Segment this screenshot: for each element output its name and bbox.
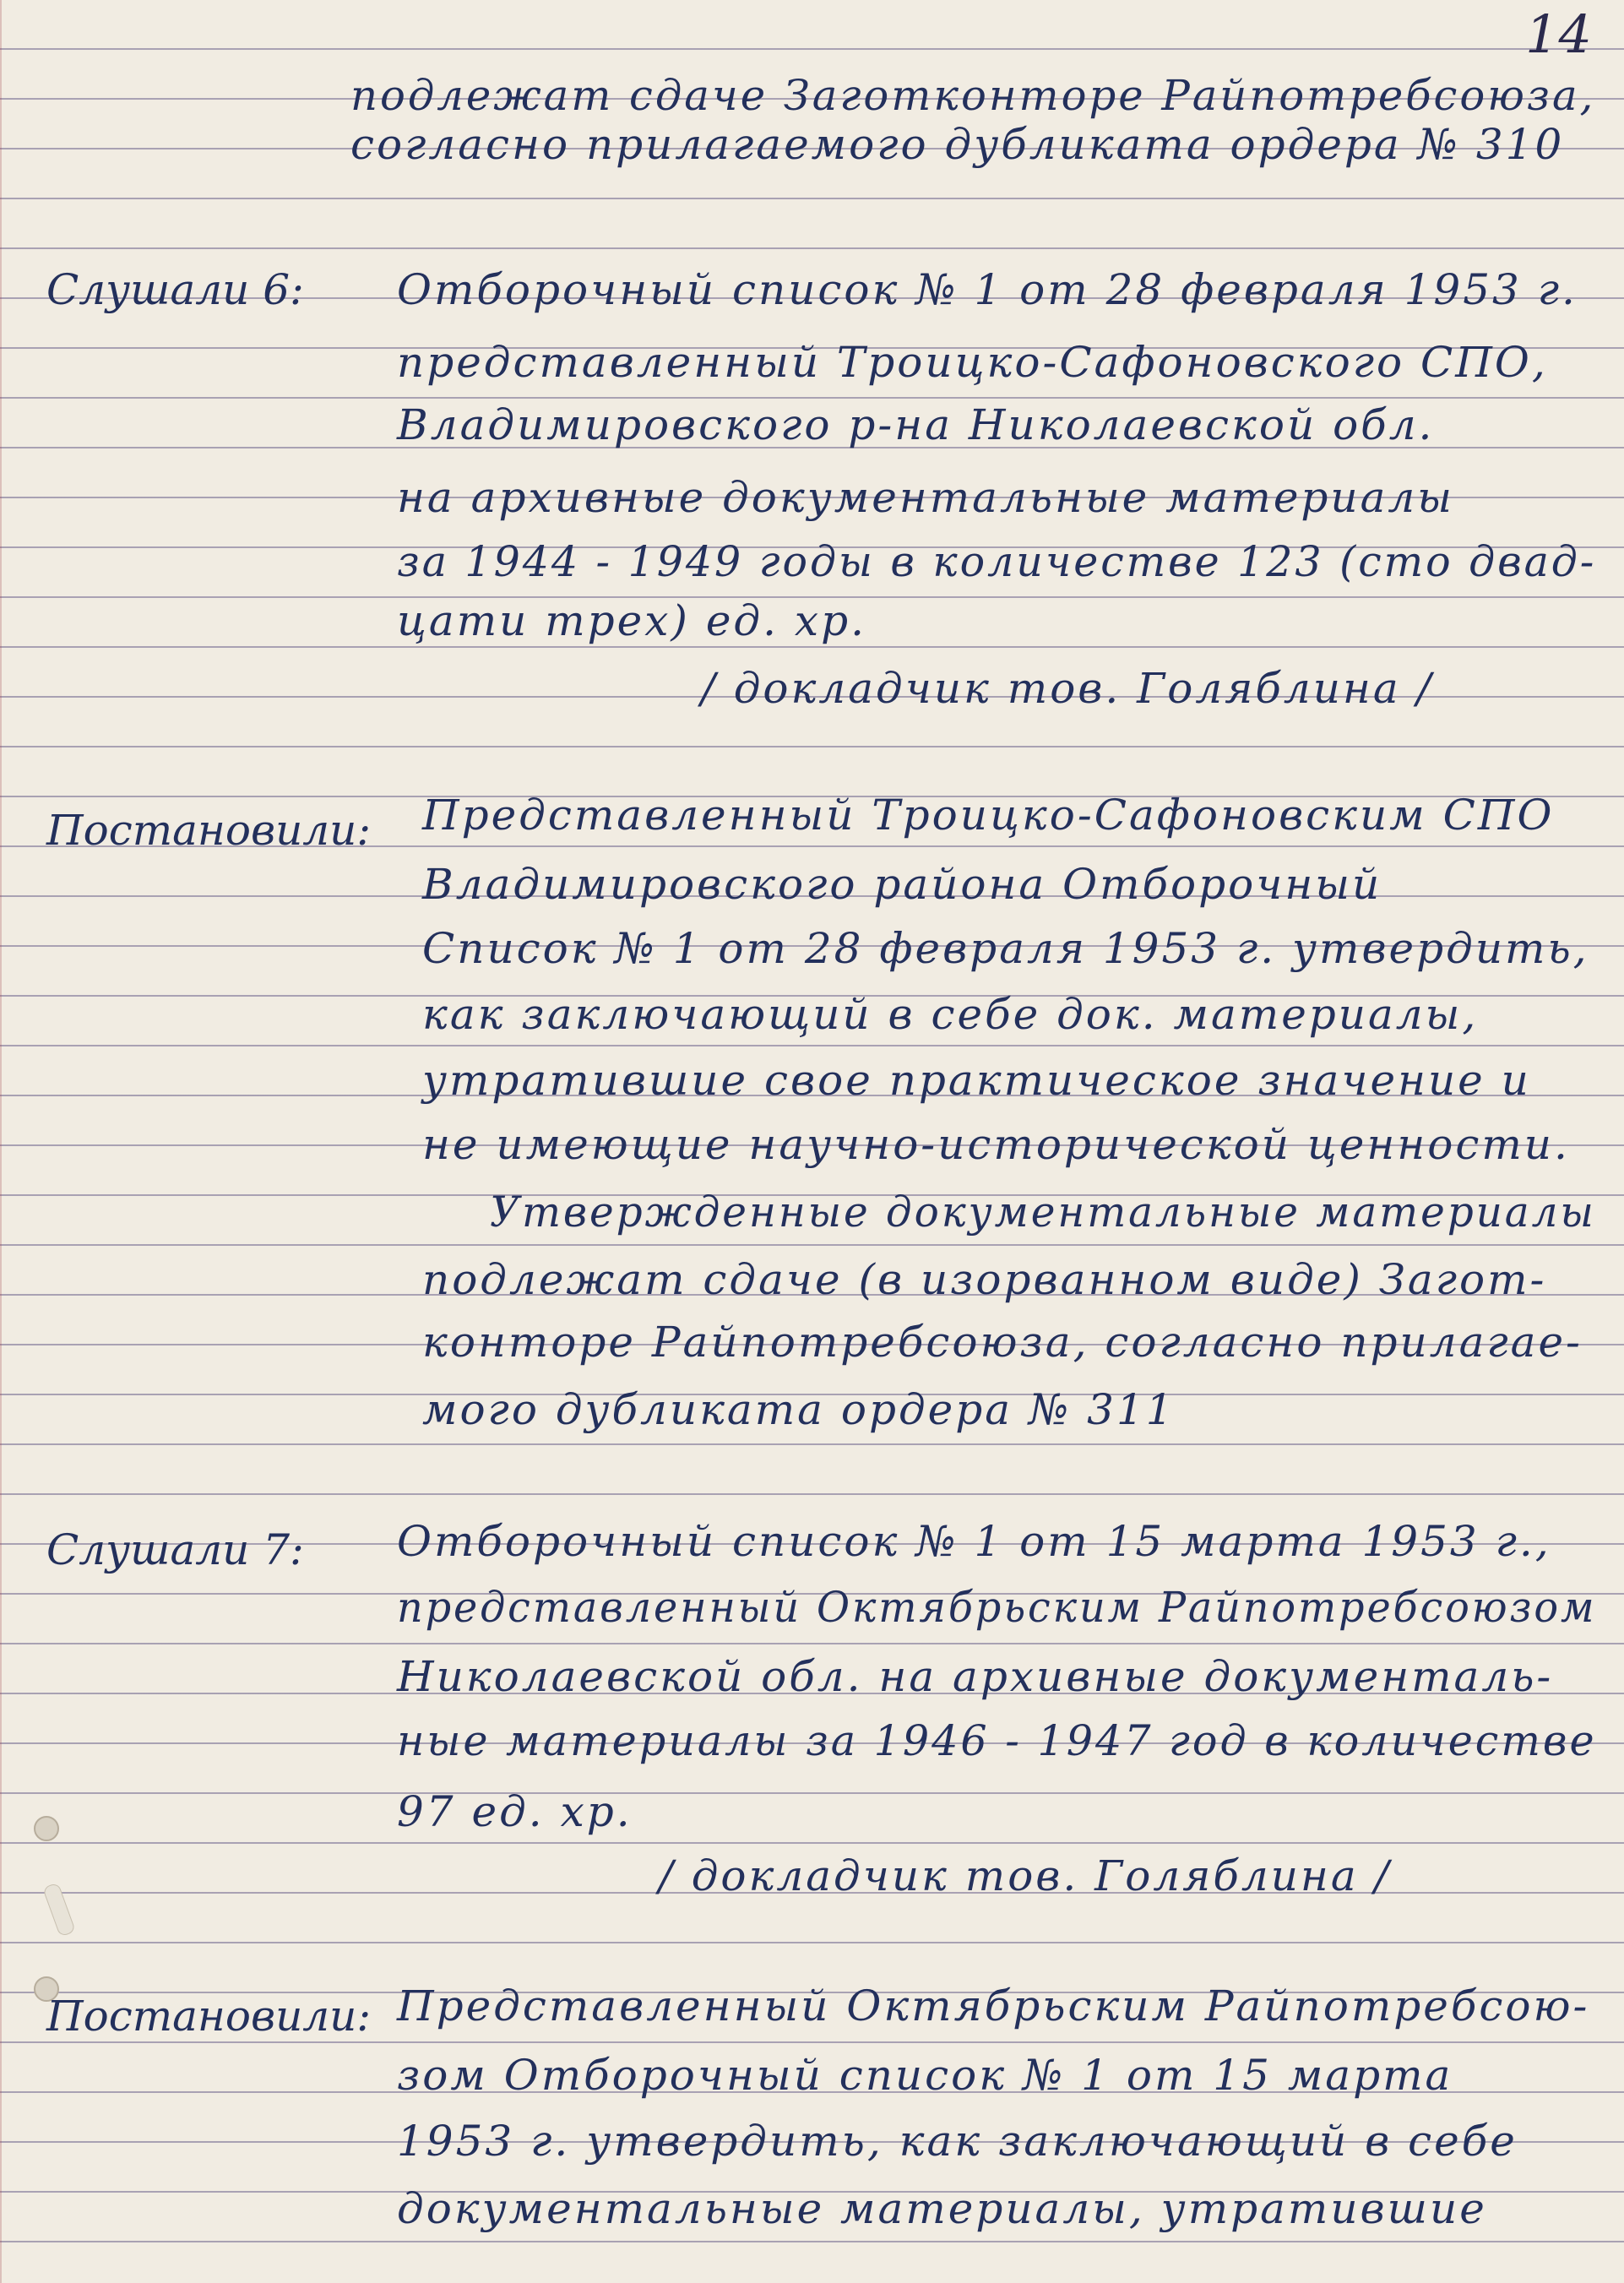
section-line: Отборочный список № 1 от 15 марта 1953 г., [397, 1517, 1551, 1566]
section-label-resolved: Постановили: [46, 1992, 372, 2041]
section-line: цати трех) ед. хр. [397, 596, 866, 645]
binding-thread [42, 1882, 76, 1937]
section-line-speaker: / докладчик тов. Голяблина / [701, 664, 1434, 713]
section-line: утратившие свое практическое значение и [422, 1056, 1531, 1105]
section-line: не имеющие научно-исторической ценности. [422, 1120, 1570, 1169]
section-line: зом Отборочный список № 1 от 15 марта [397, 2051, 1453, 2100]
section-line: представленный Троицко-Сафоновского СПО, [397, 338, 1548, 387]
section-line: представленный Октябрьским Райпотребсоюзом [397, 1583, 1597, 1632]
opening-line: подлежат сдаче Заготконторе Райпотребсоюза, [350, 71, 1596, 120]
section-line: подлежат сдаче (в изорванном виде) Загот- [422, 1255, 1547, 1304]
section-line: 1953 г. утвердить, как заключающий в себе [397, 2117, 1518, 2166]
section-label-resolved: Постановили: [46, 806, 372, 855]
binding-hole-top [34, 1816, 59, 1841]
section-line: конторе Райпотребсоюза, согласно прилагае- [422, 1318, 1583, 1367]
section-line: Николаевской обл. на архивные документаль- [397, 1652, 1554, 1701]
section-line: ные материалы за 1946 - 1947 год в количестве [397, 1716, 1597, 1765]
section-line-speaker: / докладчик тов. Голяблина / [659, 1851, 1392, 1900]
section-label-heard-6: Слушали 6: [46, 265, 304, 314]
section-line: Владимировского района Отборочный [422, 860, 1382, 909]
section-line: Список № 1 от 28 февраля 1953 г. утвердить, [422, 924, 1589, 973]
section-line: Утвержденные документальные материалы [490, 1188, 1596, 1237]
section-line: как заключающий в себе док. материалы, [422, 990, 1479, 1039]
section-line: Отборочный список № 1 от 28 февраля 1953 г. [397, 265, 1578, 314]
section-line: мого дубликата ордера № 311 [422, 1385, 1176, 1434]
section-line: документальные материалы, утратившие [397, 2184, 1487, 2233]
folio-number: 14 [1525, 3, 1592, 65]
section-line: на архивные документальные материалы [397, 473, 1454, 522]
section-line: Представленный Троицко-Сафоновским СПО [422, 791, 1555, 840]
section-line: 97 ед. хр. [397, 1787, 633, 1836]
page-edge [0, 0, 2, 2283]
section-line: Владимировского р-на Николаевской обл. [397, 400, 1435, 449]
section-label-heard-7: Слушали 7: [46, 1525, 304, 1574]
opening-line: согласно прилагаемого дубликата ордера № 310 [350, 120, 1565, 169]
section-line: Представленный Октябрьским Райпотребсою- [397, 1981, 1590, 2030]
section-line: за 1944 - 1949 годы в количестве 123 (сто двад- [397, 537, 1597, 586]
